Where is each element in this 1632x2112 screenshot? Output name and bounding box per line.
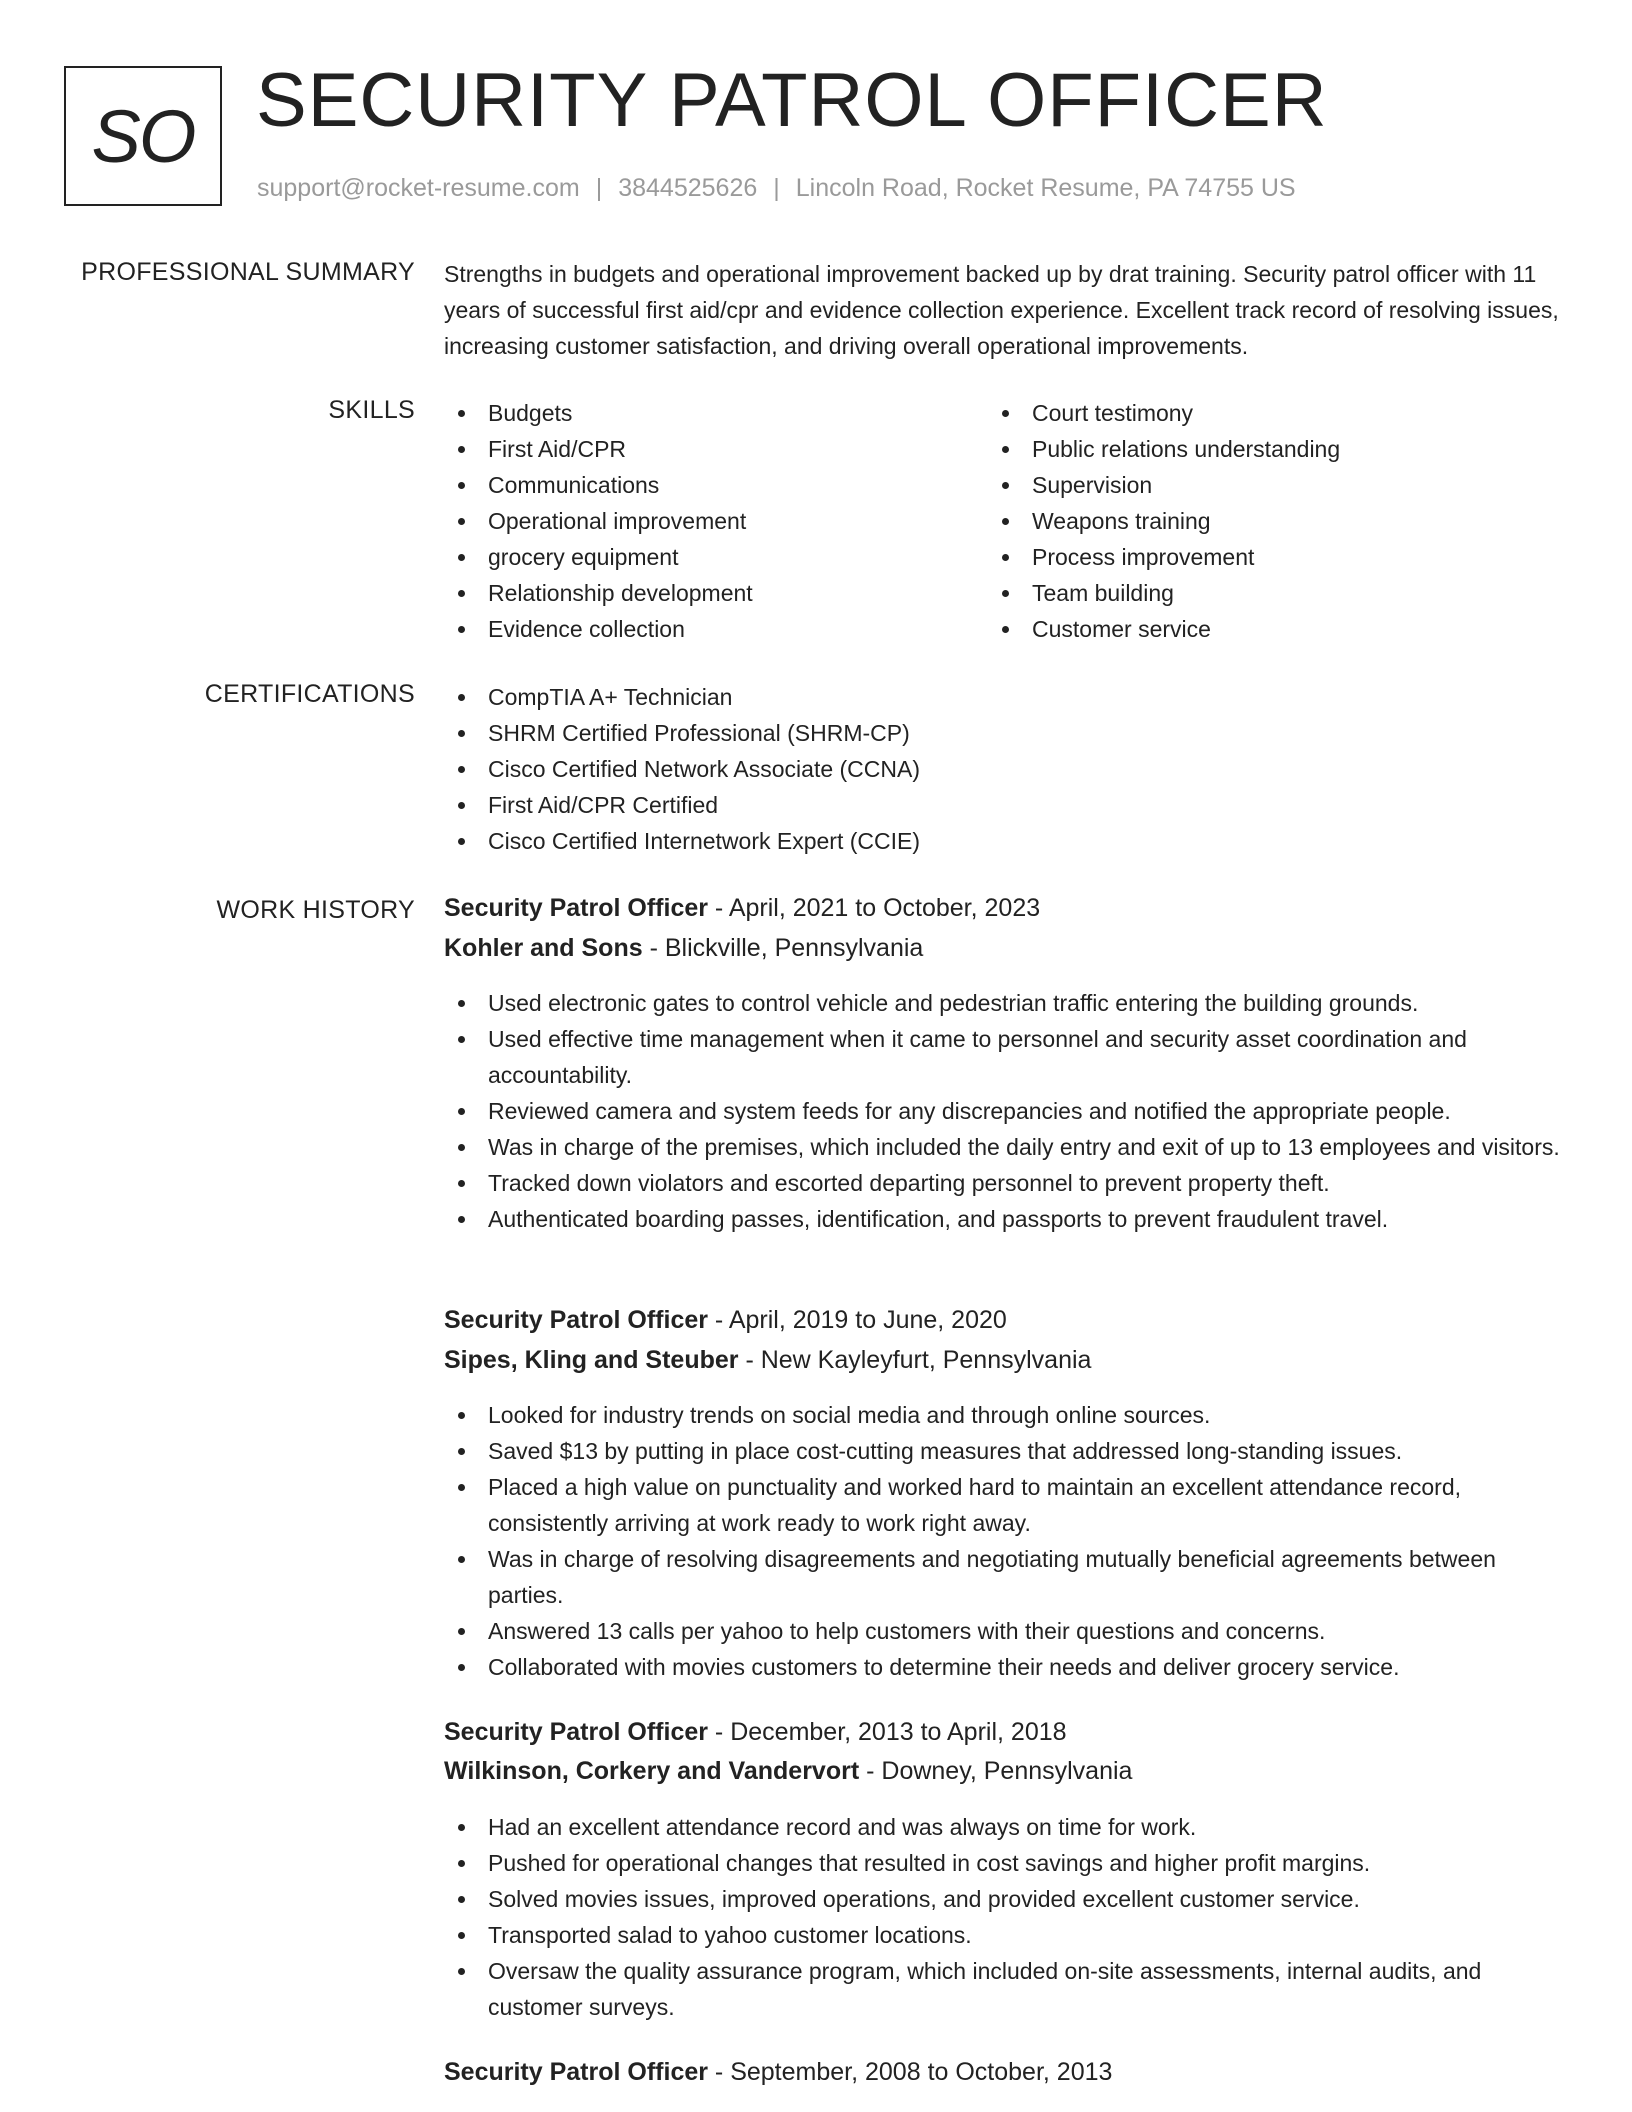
certification-item: CompTIA A+ Technician [444,679,1544,715]
skill-item: Public relations understanding [988,431,1548,467]
job-bullet: Used electronic gates to control vehicle and pedestrian traffic entering the building grounds. [444,985,1574,1021]
job-bullets [444,1397,1574,1685]
skill-item: First Aid/CPR [444,431,984,467]
skill-item: Budgets [444,395,984,431]
job-bullet: Had an excellent attendance record and was always on time for work. [444,1809,1574,1845]
skill-item: Court testimony [988,395,1548,431]
job-bullet: Was in charge of resolving disagreements and negotiating mutually beneficial agreements between parties. [444,1541,1574,1613]
section-label-skills: SKILLS [328,396,415,424]
job-bullet: Answered 13 calls per yahoo to help customers with their questions and concerns. [444,1613,1574,1649]
job-title: Security Patrol Officer [444,2058,708,2086]
job-bullet: Authenticated boarding passes, identification, and passports to prevent fraudulent travel. [444,1201,1574,1237]
contact-separator: | [773,174,780,202]
job-bullet: Used effective time management when it came to personnel and security asset coordination and accountability. [444,1021,1574,1093]
job-dates: - September, 2008 to October, 2013 [707,2058,1113,2086]
job-company-line [444,1346,1091,1375]
job-title-line [444,894,1040,923]
skill-item: Process improvement [988,539,1548,575]
job-bullet: Placed a high value on punctuality and worked hard to maintain an excellent attendance record, consistently arriving at work ready to work right away. [444,1469,1574,1541]
skill-item: Team building [988,575,1548,611]
job-title-line [444,2058,1112,2087]
job-bullet: Transported salad to yahoo customer locations. [444,1917,1574,1953]
job-bullet: Was in charge of the premises, which included the daily entry and exit of up to 13 employees and visitors. [444,1129,1574,1165]
job-location: - Downey, Pennsylvania [859,1757,1133,1785]
contact-phone[interactable]: 3844525626 [618,174,758,202]
contact-line [257,174,1296,203]
job-bullet: Collaborated with movies customers to determine their needs and deliver grocery service. [444,1649,1574,1685]
contact-address: Lincoln Road, Rocket Resume, PA 74755 US [795,174,1296,202]
job-bullet: Tracked down violators and escorted departing personnel to prevent property theft. [444,1165,1574,1201]
skill-item: Customer service [988,611,1548,647]
skills-list-col2 [988,395,1548,647]
skills-list-col1 [444,395,984,647]
certification-item: Cisco Certified Network Associate (CCNA) [444,751,1544,787]
skill-item: Communications [444,467,984,503]
job-company: Sipes, Kling and Steuber [444,1346,739,1374]
job-title: Security Patrol Officer [444,1306,708,1334]
contact-email[interactable]: support@rocket-resume.com [257,174,580,202]
job-company-line [444,1757,1132,1786]
skill-item: Weapons training [988,503,1548,539]
certification-item: SHRM Certified Professional (SHRM-CP) [444,715,1544,751]
section-label-work-history: WORK HISTORY [216,896,415,924]
contact-separator: | [595,174,603,202]
job-dates: - April, 2021 to October, 2023 [707,894,1041,922]
summary-text: Strengths in budgets and operational improvement backed up by drat training. Security patrol officer with 11 years of successful first aid/cpr and evidence collection experience. Excellent track record of resolving issues, increasing customer satisfaction, and driving overall operational improvements. [444,261,1559,359]
job-dates: - April, 2019 to June, 2020 [707,1306,1007,1334]
job-bullet: Looked for industry trends on social media and through online sources. [444,1397,1574,1433]
skill-item: Evidence collection [444,611,984,647]
job-bullet: Oversaw the quality assurance program, which included on-site assessments, internal audits, and customer surveys. [444,1953,1574,2025]
job-bullet: Reviewed camera and system feeds for any discrepancies and notified the appropriate people. [444,1093,1574,1129]
skill-item: Relationship development [444,575,984,611]
monogram: SO [64,66,222,206]
certifications-list [444,679,1544,859]
job-bullet: Pushed for operational changes that resulted in cost savings and higher profit margins. [444,1845,1574,1881]
job-title-line [444,1306,1007,1335]
certification-item: First Aid/CPR Certified [444,787,1544,823]
skill-item: Supervision [988,467,1548,503]
page-title: SECURITY PATROL OFFICER [256,58,1328,143]
skill-item: grocery equipment [444,539,984,575]
job-bullet: Solved movies issues, improved operations, and provided excellent customer service. [444,1881,1574,1917]
job-bullets [444,1809,1574,2025]
job-company: Kohler and Sons [444,934,643,962]
job-location: - Blickville, Pennsylvania [642,934,924,962]
section-label-certifications: CERTIFICATIONS [204,680,415,708]
section-label-summary: PROFESSIONAL SUMMARY [81,258,415,286]
job-company-line [444,934,923,963]
certification-item: Cisco Certified Internetwork Expert (CCIE) [444,823,1544,859]
skill-item: Operational improvement [444,503,984,539]
job-bullets [444,985,1574,1237]
job-dates: - December, 2013 to April, 2018 [707,1718,1067,1746]
job-title: Security Patrol Officer [444,894,708,922]
job-title-line [444,1718,1067,1747]
job-location: - New Kayleyfurt, Pennsylvania [738,1346,1092,1374]
job-title: Security Patrol Officer [444,1718,708,1746]
job-bullet: Saved $13 by putting in place cost-cutting measures that addressed long-standing issues. [444,1433,1574,1469]
job-company: Wilkinson, Corkery and Vandervort [444,1757,860,1785]
